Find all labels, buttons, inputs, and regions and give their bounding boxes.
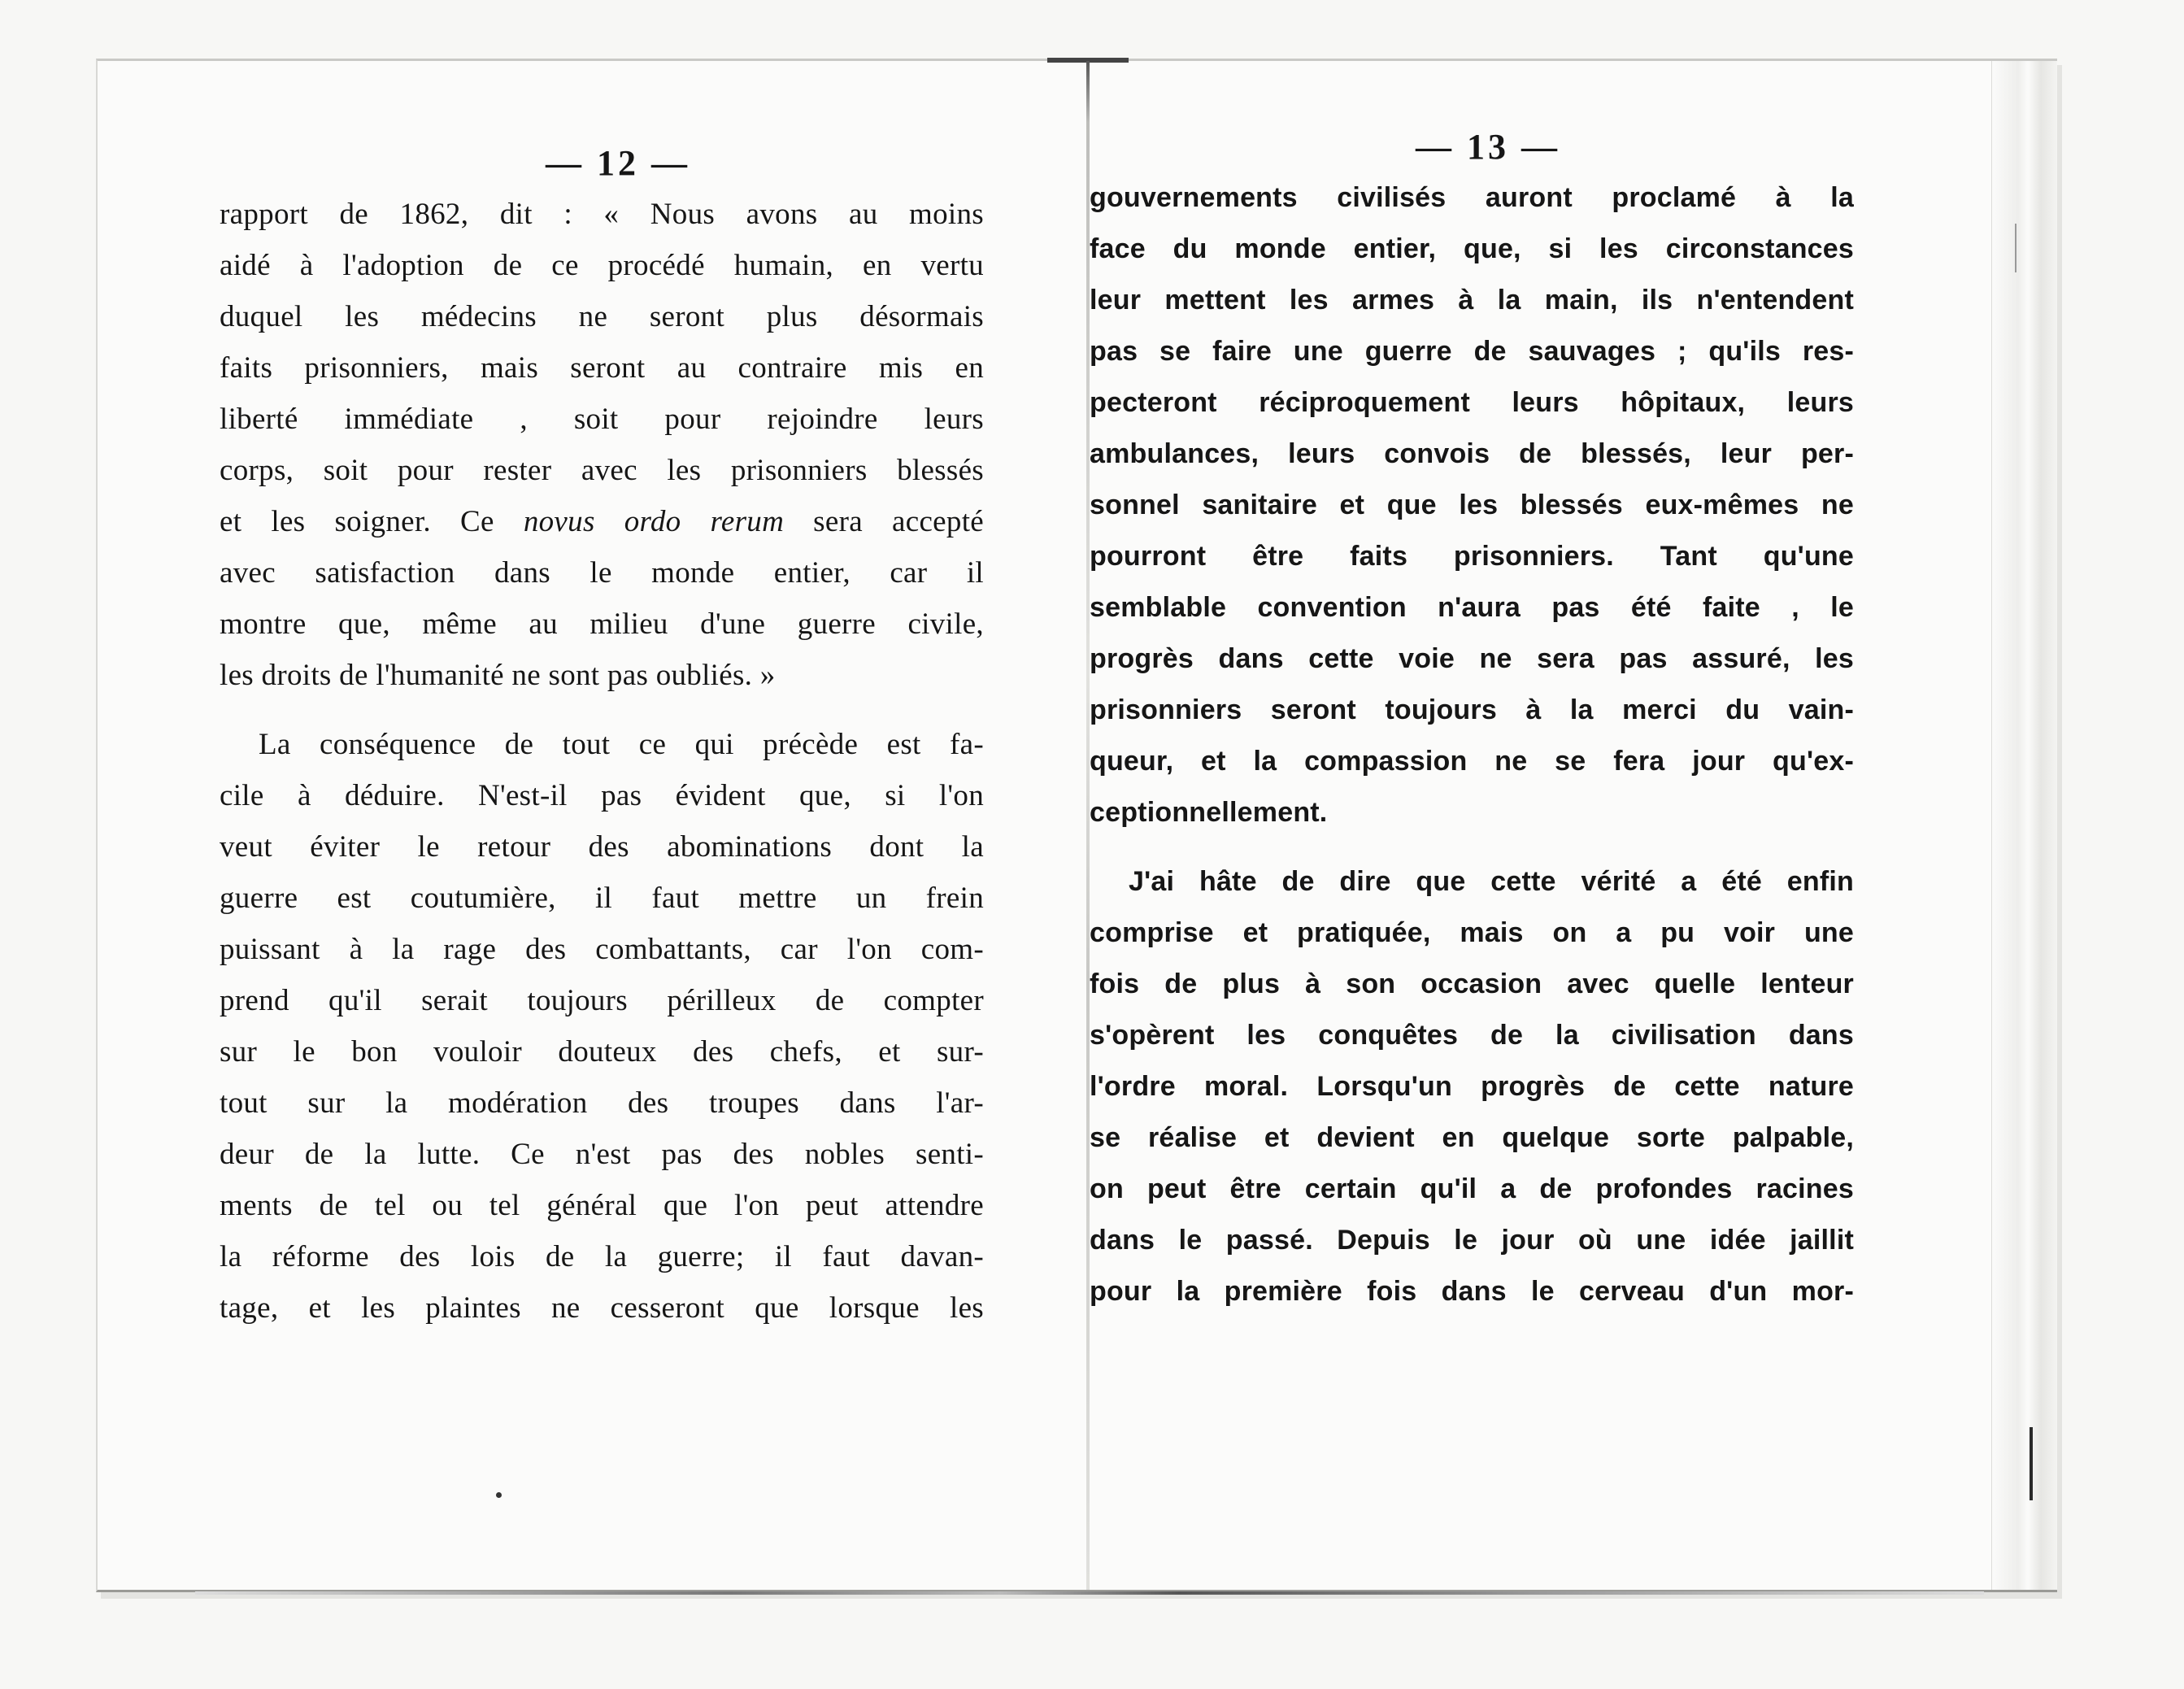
ink-speck <box>496 1492 502 1498</box>
text-line: duquel les médecins ne seront plus désormais <box>220 300 984 333</box>
edge-mark <box>2030 1427 2033 1500</box>
text-line: semblable convention n'aura pas été faite , le <box>1090 592 1854 623</box>
text-line: puissant à la rage des combattants, car l'on com- <box>220 933 984 966</box>
text-line: sur le bon vouloir douteux des chefs, et sur- <box>220 1035 984 1069</box>
paragraph-first-line: J'ai hâte de dire que cette vérité a été enfin <box>1129 866 1854 897</box>
paragraph-first-line: La conséquence de tout ce qui précède est fa- <box>259 728 984 761</box>
text-line: avec satisfaction dans le monde entier, car il <box>220 556 984 590</box>
text-line: cile à déduire. N'est-il pas évident que, si l'on <box>220 779 984 812</box>
text-line: guerre est coutumière, il faut mettre un frein <box>220 882 984 915</box>
text-line: pourront être faits prisonniers. Tant qu'une <box>1090 541 1854 572</box>
text-line: aidé à l'adoption de ce procédé humain, en vertu <box>220 249 984 282</box>
text-line: l'ordre moral. Lorsqu'un progrès de cette nature <box>1090 1071 1854 1102</box>
text-line: la réforme des lois de la guerre; il faut davan- <box>220 1240 984 1273</box>
text-line: rapport de 1862, dit : « Nous avons au moins <box>220 198 984 231</box>
text-line: ments de tel ou tel général que l'on peut attendre <box>220 1189 984 1222</box>
text-line: progrès dans cette voie ne sera pas assuré, les <box>1090 643 1854 674</box>
text-line: leur mettent les armes à la main, ils n'entendent <box>1090 285 1854 316</box>
text-line: corps, soit pour rester avec les prisonniers blessés <box>220 454 984 487</box>
text-line: sonnel sanitaire et que les blessés eux-mêmes ne <box>1090 490 1854 520</box>
text-line <box>220 496 984 547</box>
text-line: gouvernements civilisés auront proclamé à la <box>1090 182 1854 213</box>
left-page <box>220 138 984 1334</box>
page-number: — 13 — <box>1416 127 1560 167</box>
text-line: prisonniers seront toujours à la merci du vain- <box>1090 694 1854 725</box>
text-line: ceptionnellement. <box>1090 797 1328 828</box>
text-line: fois de plus à son occasion avec quelle lenteur <box>1090 969 1854 999</box>
text-line: face du monde entier, que, si les circonstances <box>1090 233 1854 264</box>
text-line: deur de la lutte. Ce n'est pas des nobles senti- <box>220 1138 984 1171</box>
text-run: sera accepté <box>784 505 984 538</box>
bottom-edge <box>195 1591 1984 1595</box>
text-line: comprise et pratiquée, mais on a pu voir une <box>1090 917 1854 948</box>
text-line: queur, et la compassion ne se fera jour qu'ex- <box>1090 746 1854 777</box>
text-line: veut éviter le retour des abominations dont la <box>220 830 984 864</box>
text-line: faits prisonniers, mais seront au contraire mis en <box>220 351 984 385</box>
text-line: se réalise et devient en quelque sorte palpable, <box>1090 1122 1854 1153</box>
text-line: les droits de l'humanité ne sont pas oubliés. » <box>220 659 776 692</box>
text-line: ambulances, leurs convois de blessés, leur per- <box>1090 438 1854 469</box>
text-line: prend qu'il serait toujours périlleux de compter <box>220 984 984 1017</box>
text-line: pour la première fois dans le cerveau d'un mor- <box>1090 1276 1854 1307</box>
edge-mark <box>2015 224 2017 272</box>
text-line: liberté immédiate , soit pour rejoindre leurs <box>220 403 984 436</box>
right-page <box>1090 127 1854 1317</box>
text-line: pecteront réciproquement leurs hôpitaux, leurs <box>1090 387 1854 418</box>
text-line: s'opèrent les conquêtes de la civilisation dans <box>1090 1020 1854 1051</box>
italic-phrase: novus ordo rerum <box>523 505 785 538</box>
text-line: pas se faire une guerre de sauvages ; qu'ils res- <box>1090 336 1854 367</box>
text-line: tout sur la modération des troupes dans l'ar- <box>220 1086 984 1120</box>
page-number: — 12 — <box>546 143 690 183</box>
text-line: on peut être certain qu'il a de profondes racines <box>1090 1173 1854 1204</box>
text-line: montre que, même au milieu d'une guerre civile, <box>220 607 984 641</box>
text-line: dans le passé. Depuis le jour où une idée jaillit <box>1090 1225 1854 1256</box>
text-run: et les soigner. Ce <box>220 505 524 538</box>
text-line: tage, et les plaintes ne cesseront que lorsque les <box>220 1291 984 1325</box>
page-edges <box>1991 61 2057 1590</box>
